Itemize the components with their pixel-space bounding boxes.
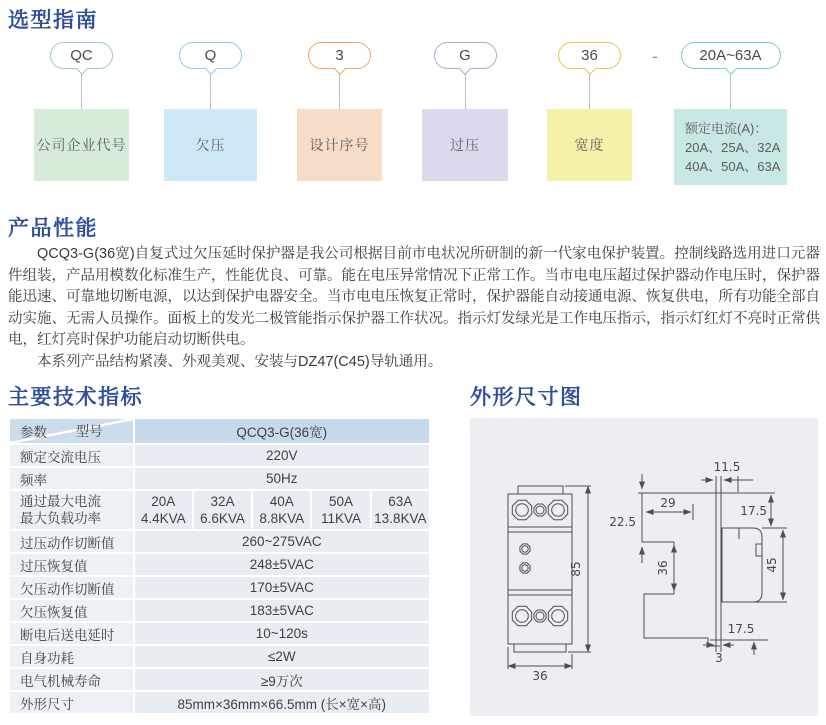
spec-row	[10, 468, 429, 489]
spec-cell-value: 10~120s	[135, 623, 429, 644]
spec-table	[8, 417, 431, 715]
model-code-column-current	[674, 42, 787, 185]
spec-cell-value: 50Hz	[135, 468, 429, 489]
model-code-column-q	[164, 42, 257, 181]
capacity-cell	[135, 491, 192, 529]
spec-cell-value: ≥9万次	[135, 669, 429, 690]
dimension-drawing-svg	[470, 418, 818, 716]
spec-cell-label: 断电后送电延时	[10, 623, 133, 644]
side-top-gap-dim-label: 11.5	[713, 460, 741, 474]
front-height-dim-label: 85	[569, 561, 583, 577]
performance-text	[8, 244, 820, 374]
capacity-current: 32A	[210, 494, 235, 509]
capacity-power: 11KVA	[320, 511, 362, 526]
connector-line	[730, 74, 731, 109]
performance-paragraph: 本系列产品结构紧凑、外观美观、安装与DZ47(C45)导轨通用。	[37, 353, 443, 370]
spec-cell-value: 170±5VAC	[135, 577, 429, 598]
model-code-column-g	[422, 42, 508, 181]
capacity-cell	[194, 491, 251, 529]
model-code-box: 设计序号	[297, 109, 382, 181]
spec-cell-label: 过压恢复值	[10, 554, 133, 575]
connector-line	[210, 74, 211, 109]
model-code-bubble: QC	[50, 42, 113, 69]
spec-cell-label: 欠压恢复值	[10, 600, 133, 621]
capacity-power: 6.6KVA	[200, 511, 245, 526]
model-code-column-qc	[34, 42, 129, 181]
spec-cell-label: 电气机械寿命	[10, 669, 133, 690]
spec-row	[10, 445, 429, 466]
model-code-bubble: Q	[179, 42, 242, 69]
side-upper-depth-dim-label: 22.5	[609, 515, 636, 529]
dimension-drawing-panel	[470, 418, 818, 716]
spec-cell-value: ≤2W	[135, 646, 429, 667]
capacity-power: 8.8KVA	[259, 511, 305, 526]
rated-current-line: 额定电流(A)：	[685, 120, 768, 136]
model-code-bubble: G	[434, 42, 497, 69]
front-width-dim-label: 36	[532, 669, 548, 683]
corner-cell	[10, 419, 133, 443]
spec-header-row	[10, 419, 429, 443]
corner-bottom-label: 参数	[20, 425, 47, 440]
spec-row	[10, 646, 429, 667]
capacity-power: 13.8KVA	[374, 511, 427, 526]
spec-cell-label: 过压动作切断值	[10, 531, 133, 552]
spec-row-capacity	[10, 491, 429, 529]
capacity-current: 50A	[328, 494, 354, 509]
connector-line	[465, 74, 466, 109]
connector-line	[81, 74, 82, 109]
corner-top-label: 型号	[75, 424, 103, 439]
specs-title: 主要技术指标	[8, 386, 143, 409]
rated-current-line: 40A、50A、63A	[685, 158, 781, 174]
model-code-box	[674, 109, 787, 185]
performance-title: 产品性能	[8, 217, 98, 240]
model-code-column-36	[547, 42, 632, 181]
spec-cell-label: 额定交流电压	[10, 445, 133, 466]
spec-cell-label: 自身功耗	[10, 646, 133, 667]
model-code-column-3	[297, 42, 382, 181]
model-code-box: 欠压	[164, 109, 257, 181]
model-code-bubble: 36	[558, 42, 621, 69]
spec-cell-value: 220V	[135, 445, 429, 466]
front-view	[508, 486, 572, 652]
model-code-box: 公司企业代号	[34, 109, 129, 181]
capacity-cell	[372, 491, 429, 529]
side-rail-top-dim-label: 17.5	[740, 504, 767, 518]
spec-cell-label: 频率	[10, 468, 133, 489]
model-header-cell: QCQ3-G(36宽)	[135, 419, 429, 443]
spec-row	[10, 577, 429, 598]
capacity-cell	[253, 491, 310, 529]
model-code-box: 宽度	[547, 109, 632, 181]
connector-line	[589, 74, 590, 109]
side-notch-dim-label: 36	[656, 560, 670, 576]
spec-row	[10, 623, 429, 644]
model-code-bubble: 20A~63A	[681, 42, 781, 69]
spec-cell-label: 欠压动作切断值	[10, 577, 133, 598]
capacity-current: 40A	[269, 494, 294, 509]
spec-cell-value: 183±5VAC	[135, 600, 429, 621]
model-code-bubble: 3	[308, 42, 371, 69]
spec-row	[10, 692, 429, 713]
model-code-box: 过压	[422, 109, 508, 181]
capacity-current: 63A	[388, 494, 413, 509]
spec-row	[10, 554, 429, 575]
side-depth-dim-label: 29	[660, 496, 676, 510]
capacity-label-line: 通过最大电流	[20, 494, 101, 509]
spec-cell-label	[10, 491, 133, 529]
selection-guide-title: 选型指南	[8, 9, 98, 32]
capacity-cell	[312, 491, 369, 529]
dimensions-title: 外形尺寸图	[470, 386, 583, 409]
capacity-power: 4.4KVA	[140, 511, 186, 526]
rated-current-line: 20A、25A、32A	[685, 139, 781, 155]
capacity-label-line: 最大负载功率	[20, 511, 101, 526]
connector-line	[339, 74, 340, 109]
capacity-current: 20A	[151, 494, 176, 509]
side-rail-thickness-dim-label: 3	[715, 651, 723, 665]
spec-row	[10, 669, 429, 690]
spec-row	[10, 600, 429, 621]
spec-row	[10, 531, 429, 552]
spec-cell-label: 外形尺寸	[10, 692, 133, 713]
side-body-dim-label: 45	[765, 557, 779, 573]
spec-cell-value: 260~275VAC	[135, 531, 429, 552]
spec-cell-value: 248±5VAC	[135, 554, 429, 575]
performance-paragraph: QCQ3-G(36宽)自复式过欠压延时保护器是我公司根据目前市电状况所研制的新一代家电保护装置。控制线路选用进口元器件组装，产品用模数化标准生产，性能优良、可靠。能在电压异常情况下正常工作。当市电电压超过保护器动作电压时，保护器能迅速、可靠地切断电源，以达到保护电器安全。当市电电压恢复正常时，保护器能自动接通电源、恢复供电，所有功能全部自动实施、无需人员操作。面板上的发光二极管能指示保护器工作状况。指示灯发绿光是工作电压指示，指示灯红灯不亮时正常供电，红灯亮时保护功能启动切断供电。	[8, 246, 820, 349]
code-separator-dash: -	[652, 47, 658, 66]
side-rail-bottom-dim-label: 17.5	[727, 622, 755, 636]
spec-cell-value: 85mm×36mm×66.5mm (长×宽×高)	[135, 692, 429, 713]
